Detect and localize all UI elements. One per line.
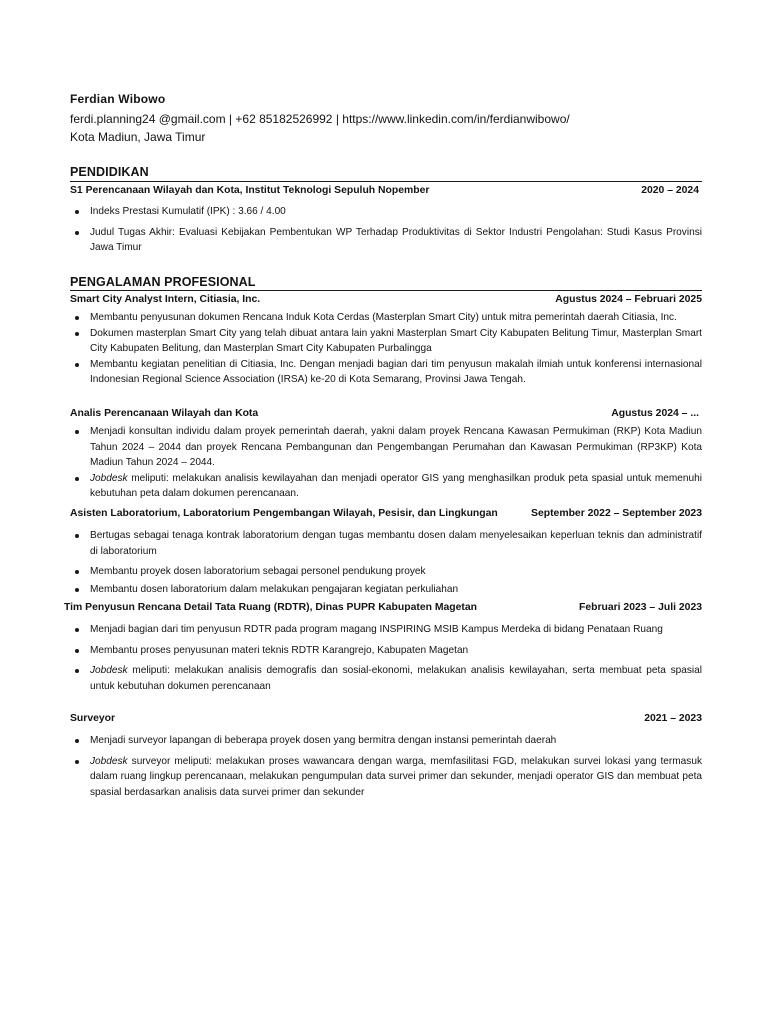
contact-block bbox=[70, 110, 570, 146]
experience-divider bbox=[70, 290, 702, 291]
job-row bbox=[70, 713, 702, 724]
job-bullets bbox=[74, 733, 702, 800]
jobdesk-label: Jobdesk bbox=[90, 755, 128, 767]
job-row bbox=[64, 602, 702, 613]
job-row bbox=[70, 508, 702, 519]
candidate-name: Ferdian Wibowo bbox=[70, 92, 166, 106]
list-item: Menjadi bagian dari tim penyusun RDTR pada program magang INSPIRING MSIB Kampus Merdeka di bidang Penataan Ruang bbox=[74, 622, 702, 638]
job-row bbox=[70, 294, 702, 305]
list-item: Membantu penyusunan dokumen Rencana Induk Kota Cerdas (Masterplan Smart City) untuk mitra pemerintah daerah Citiasia, Inc. bbox=[74, 310, 702, 326]
jobdesk-text: meliputi: melakukan analisis kewilayahan dan menjadi operator GIS yang menghasilkan produk peta spasial untuk memenuhi kebutuhan peta dalam dokumen perencanaan. bbox=[90, 472, 702, 500]
list-item: Indeks Prestasi Kumulatif (IPK) : 3.66 / 4.00 bbox=[74, 204, 702, 220]
job-row bbox=[70, 408, 702, 419]
job-bullets bbox=[74, 528, 702, 597]
education-bullets bbox=[74, 204, 702, 256]
list-item bbox=[74, 754, 702, 801]
jobdesk-text: meliputi: melakukan analisis demografis dan sosial-ekonomi, melakukan analisis kewilayahan, serta membuat peta spasial untuk kebutuhan dokumen perencanaan bbox=[90, 665, 702, 692]
degree-title: S1 Perencanaan Wilayah dan Kota, Institut Teknologi Sepuluh Nopember bbox=[70, 185, 430, 196]
list-item bbox=[74, 663, 702, 694]
job-title: Smart City Analyst Intern, Citiasia, Inc. bbox=[70, 294, 261, 305]
job-dates: Agustus 2024 – ... bbox=[611, 408, 699, 419]
contact-line: ferdi.planning24 @gmail.com | +62 85182526992 | https://www.linkedin.com/in/ferdianwibowo/ bbox=[70, 112, 570, 126]
job-bullets bbox=[74, 310, 702, 388]
jobdesk-label: Jobdesk bbox=[90, 472, 128, 484]
job-dates: Februari 2023 – Juli 2023 bbox=[578, 602, 702, 613]
jobdesk-text: surveyor meliputi: melakukan proses wawancara dengan warga, memfasilitasi FGD, melakukan survei lokasi yang termasuk dalam ruang lingkup perencanaan, melakukan pengumpulan data survei primer dan sekunder, menjadi operator GIS dan membuat peta spasial berdasarkan analisis data survei primer dan sekunder bbox=[90, 755, 702, 798]
list-item: Membantu dosen laboratorium dalam melakukan pengajaran kegiatan perkuliahan bbox=[74, 582, 702, 598]
list-item: Membantu proses penyusunan materi teknis RDTR Karangrejo, Kabupaten Magetan bbox=[74, 643, 702, 659]
list-item: Judul Tugas Akhir: Evaluasi Kebijakan Pembentukan WP Terhadap Produktivitas di Sektor Industri Pengolahan: Studi Kasus Provinsi Jawa Timur bbox=[74, 225, 702, 256]
education-divider bbox=[70, 181, 702, 182]
list-item: Bertugas sebagai tenaga kontrak laboratorium dengan tugas membantu dosen dalam menyelesaikan keperluan teknis dan administratif di laboratorium bbox=[74, 528, 702, 559]
job-bullets bbox=[74, 424, 702, 502]
list-item: Menjadi surveyor lapangan di beberapa proyek dosen yang bermitra dengan instansi pemerintah daerah bbox=[74, 733, 702, 749]
degree-dates: 2020 – 2024 bbox=[641, 185, 699, 196]
job-title: Tim Penyusun Rencana Detail Tata Ruang (RDTR), Dinas PUPR Kabupaten Magetan bbox=[64, 602, 477, 613]
job-title: Asisten Laboratorium, Laboratorium Pengembangan Wilayah, Pesisir, dan Lingkungan bbox=[70, 508, 498, 519]
list-item bbox=[74, 471, 702, 502]
job-dates: Agustus 2024 – Februari 2025 bbox=[555, 294, 702, 305]
list-item: Menjadi konsultan individu dalam proyek pemerintah daerah, yakni dalam proyek Rencana Kawasan Permukiman (RKP) Kota Madiun Tahun 2024 – 2044 dan proyek Rencana Pembangunan dan Pengembangan Perumahan dan Kawasan Permukiman (RP3KP) Kota Madiun Tahun 2024 – 2044. bbox=[74, 424, 702, 471]
education-row bbox=[70, 185, 702, 196]
job-dates: September 2022 – September 2023 bbox=[531, 508, 702, 519]
job-title: Surveyor bbox=[70, 713, 116, 724]
job-title: Analis Perencanaan Wilayah dan Kota bbox=[70, 408, 259, 419]
jobdesk-label: Jobdesk bbox=[90, 665, 128, 677]
job-bullets bbox=[74, 622, 702, 694]
experience-heading: PENGALAMAN PROFESIONAL bbox=[70, 275, 256, 289]
location: Kota Madiun, Jawa Timur bbox=[70, 130, 206, 144]
education-heading: PENDIDIKAN bbox=[70, 165, 149, 179]
list-item: Membantu proyek dosen laboratorium sebagai personel pendukung proyek bbox=[74, 564, 702, 580]
job-dates: 2021 – 2023 bbox=[644, 713, 702, 724]
list-item: Dokumen masterplan Smart City yang telah dibuat antara lain yakni Masterplan Smart City Kabupaten Belitung Timur, Masterplan Smart City Kabupaten Belitung, dan Masterplan Smart City Kabupaten Purbalingga bbox=[74, 326, 702, 357]
list-item: Membantu kegiatan penelitian di Citiasia, Inc. Dengan menjadi bagian dari tim penyusun makalah ilmiah untuk konferensi internasional Indonesian Regional Science Association (IRSA) ke-20 di Kota Semarang, Provinsi Jawa Tengah. bbox=[74, 357, 702, 388]
